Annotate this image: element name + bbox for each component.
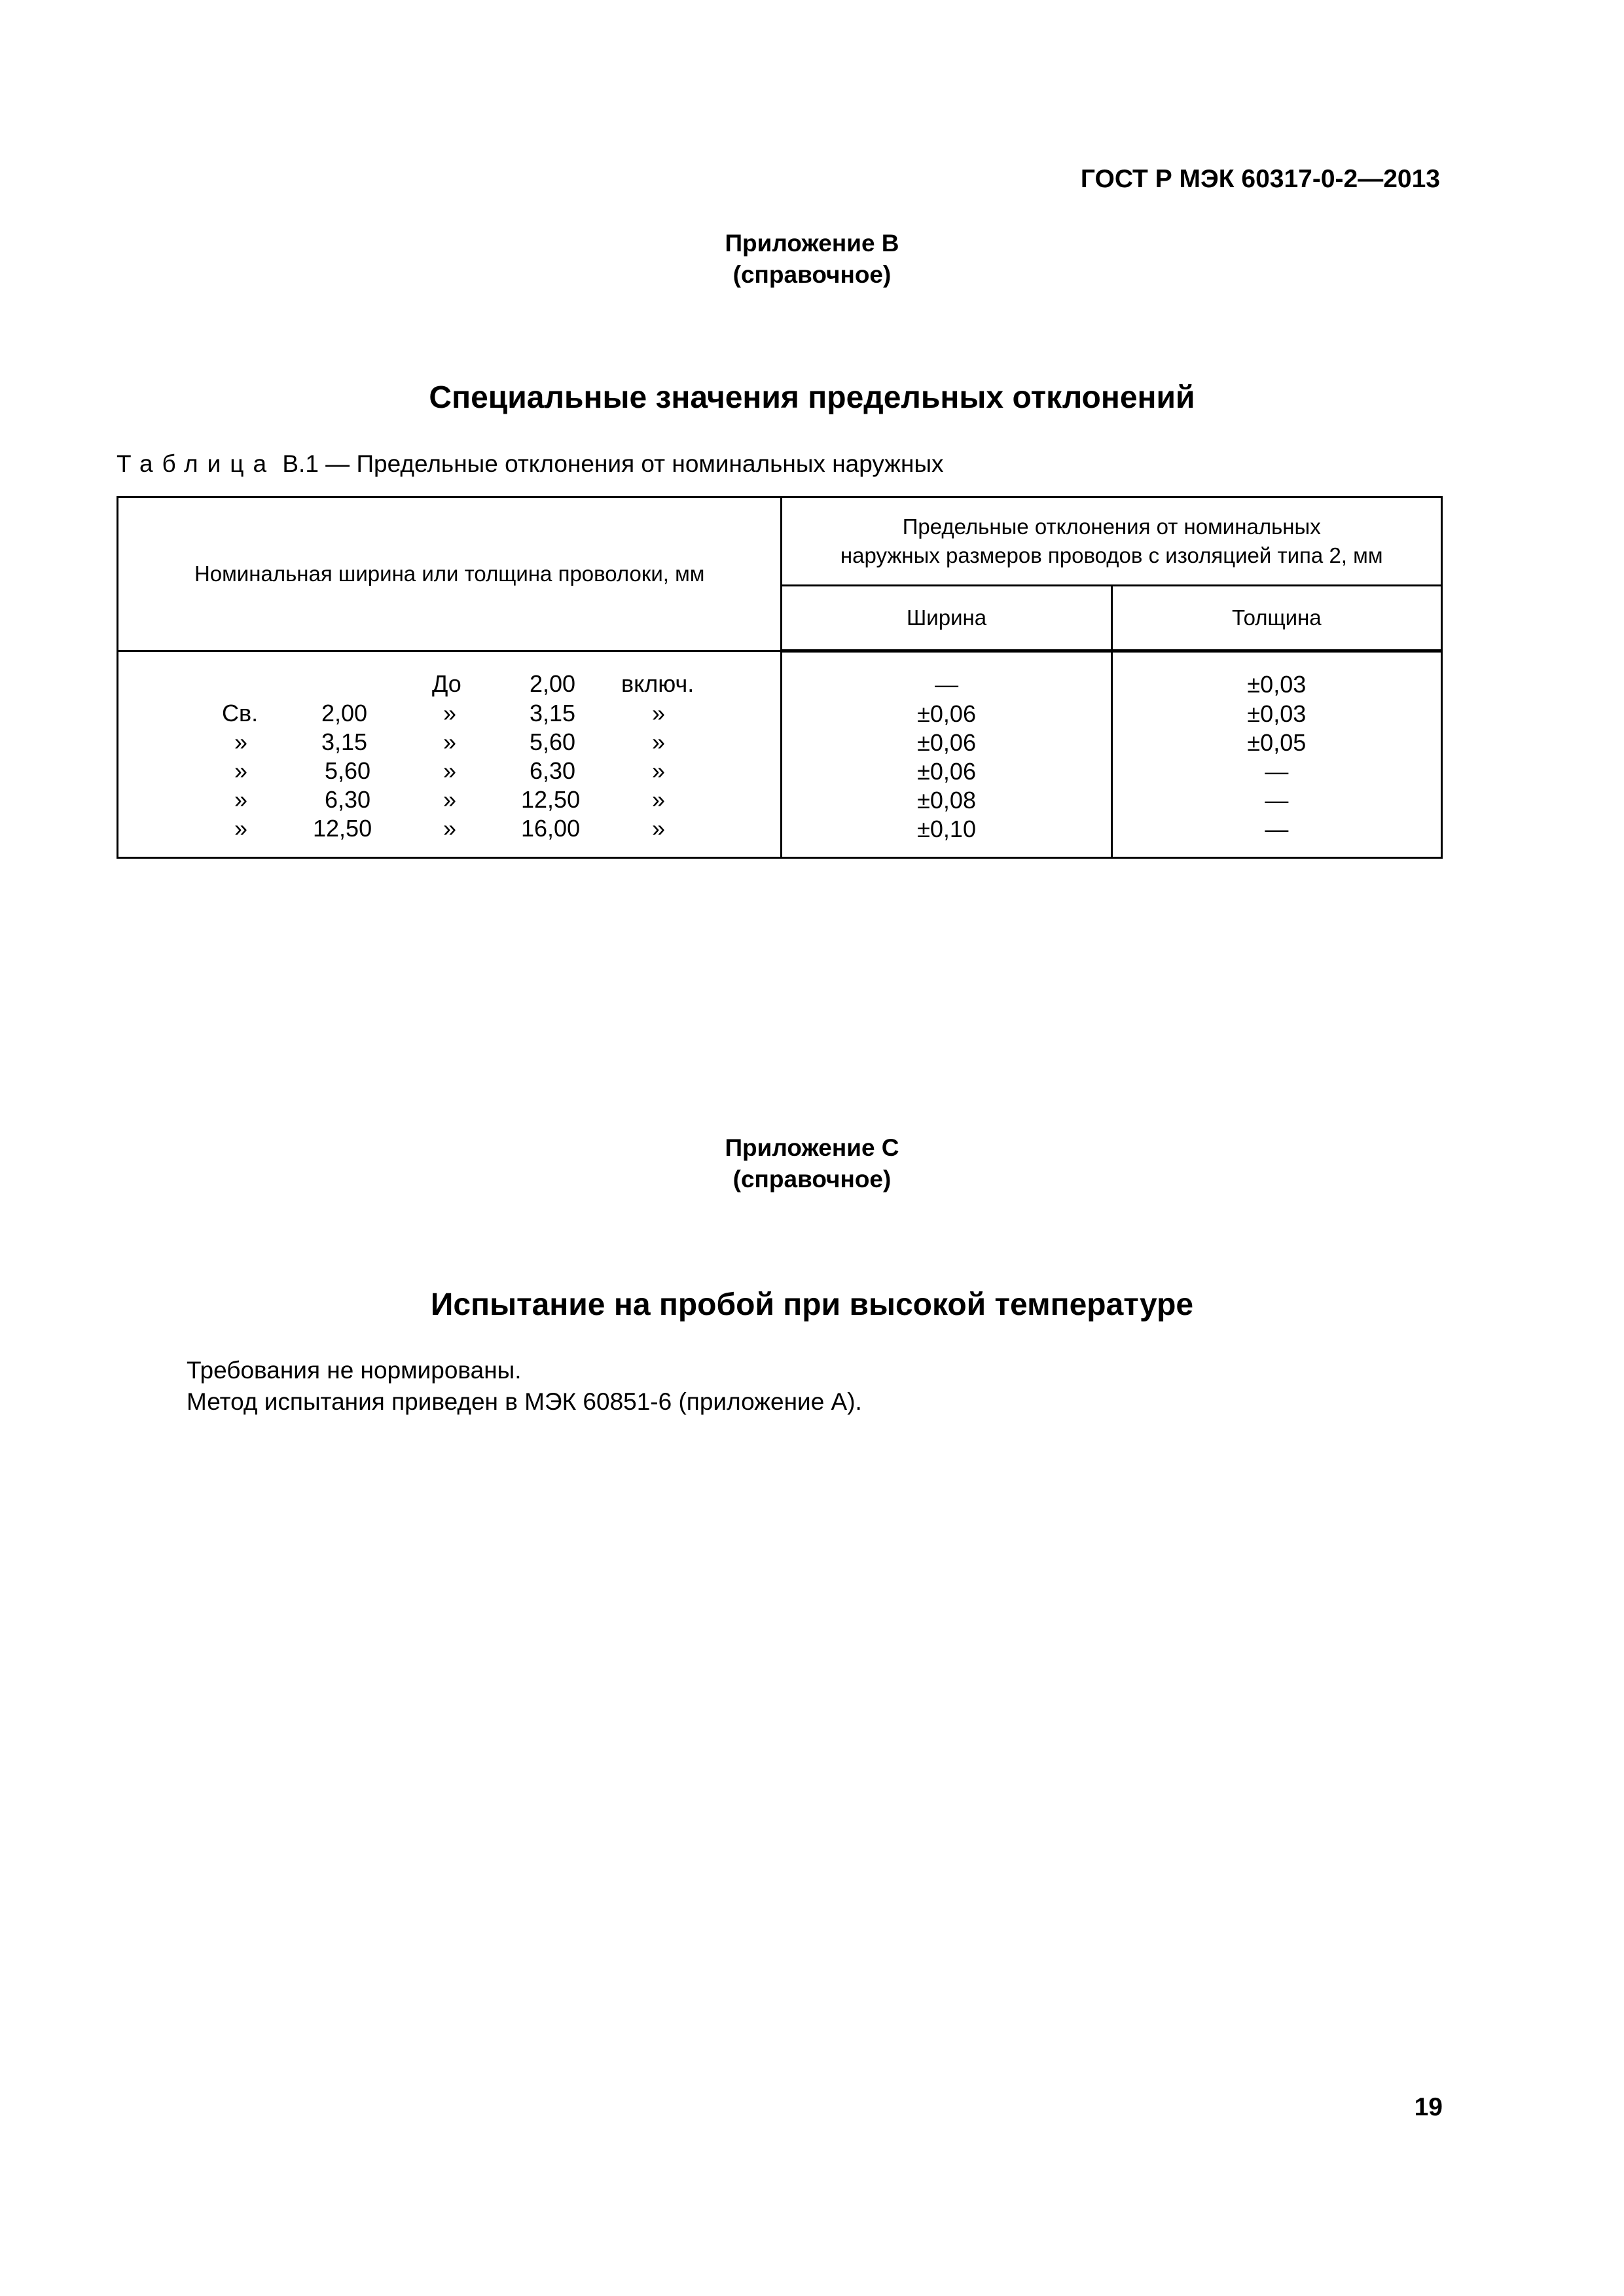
table-row: » 6,30 » 12,50 » [234, 786, 666, 813]
nominal-values-cell [118, 651, 782, 858]
page-number: 19 [1414, 2093, 1443, 2121]
thickness-value: ±0,03 [1247, 700, 1307, 727]
document-code: ГОСТ Р МЭК 60317-0-2—2013 [1080, 165, 1440, 193]
col-group-header-line1: Предельные отклонения от номинальных [902, 514, 1321, 539]
width-value: ±0,08 [917, 787, 976, 814]
col-header-nominal-text: Номинальная ширина или толщина проволоки, мм [194, 562, 705, 586]
thickness-value: — [1265, 787, 1289, 814]
table-caption-prefix: Таблица [117, 450, 276, 477]
table-row: Св. 2,00 » 3,15 » [222, 700, 666, 726]
appendix-b-heading [0, 228, 1624, 291]
tolerance-table [117, 496, 1443, 859]
col-header-width: Ширина [782, 586, 1111, 651]
table-row: » 3,15 » 5,60 » [234, 728, 666, 755]
col-group-header [782, 497, 1442, 586]
thickness-value: ±0,05 [1247, 729, 1307, 756]
thickness-value: — [1265, 758, 1289, 785]
appendix-b-label: Приложение В [725, 230, 899, 257]
appendix-c-type: (справочное) [732, 1166, 892, 1193]
table-row: » 12,50 » 16,00 » [234, 815, 666, 842]
table-row: » 5,60 » 6,30 » [234, 757, 666, 784]
col-group-header-line2: наружных размеров проводов с изоляцией типа 2, мм [840, 543, 1383, 567]
appendix-c-title: Испытание на пробой при высокой температуре [430, 1287, 1194, 1322]
appendix-c-label: Приложение С [725, 1134, 899, 1161]
table-row: До 2,00 включ. [432, 670, 695, 697]
width-value: ±0,06 [917, 700, 976, 727]
appendix-c-body [187, 1355, 862, 1418]
width-value: ±0,06 [917, 758, 976, 785]
thickness-values-cell [1111, 651, 1441, 858]
width-value: — [935, 671, 959, 698]
col-header-thickness: Толщина [1111, 586, 1441, 651]
appendix-b-type: (справочное) [732, 261, 892, 288]
table-caption [117, 450, 944, 478]
thickness-value: ±0,03 [1247, 671, 1307, 698]
col-header-nominal [118, 497, 782, 651]
appendix-b-title: Специальные значения предельных отклонений [429, 380, 1195, 415]
appendix-c-heading [0, 1132, 1624, 1195]
thickness-value: — [1265, 816, 1289, 842]
width-value: ±0,06 [917, 729, 976, 756]
width-values-cell [782, 651, 1111, 858]
appendix-c-line1: Требования не нормированы. [187, 1357, 522, 1384]
table-caption-text: В.1 — Предельные отклонения от номинальных наружных [276, 450, 944, 477]
appendix-c-line2: Метод испытания приведен в МЭК 60851-6 (приложение А). [187, 1388, 862, 1415]
width-value: ±0,10 [917, 816, 976, 842]
